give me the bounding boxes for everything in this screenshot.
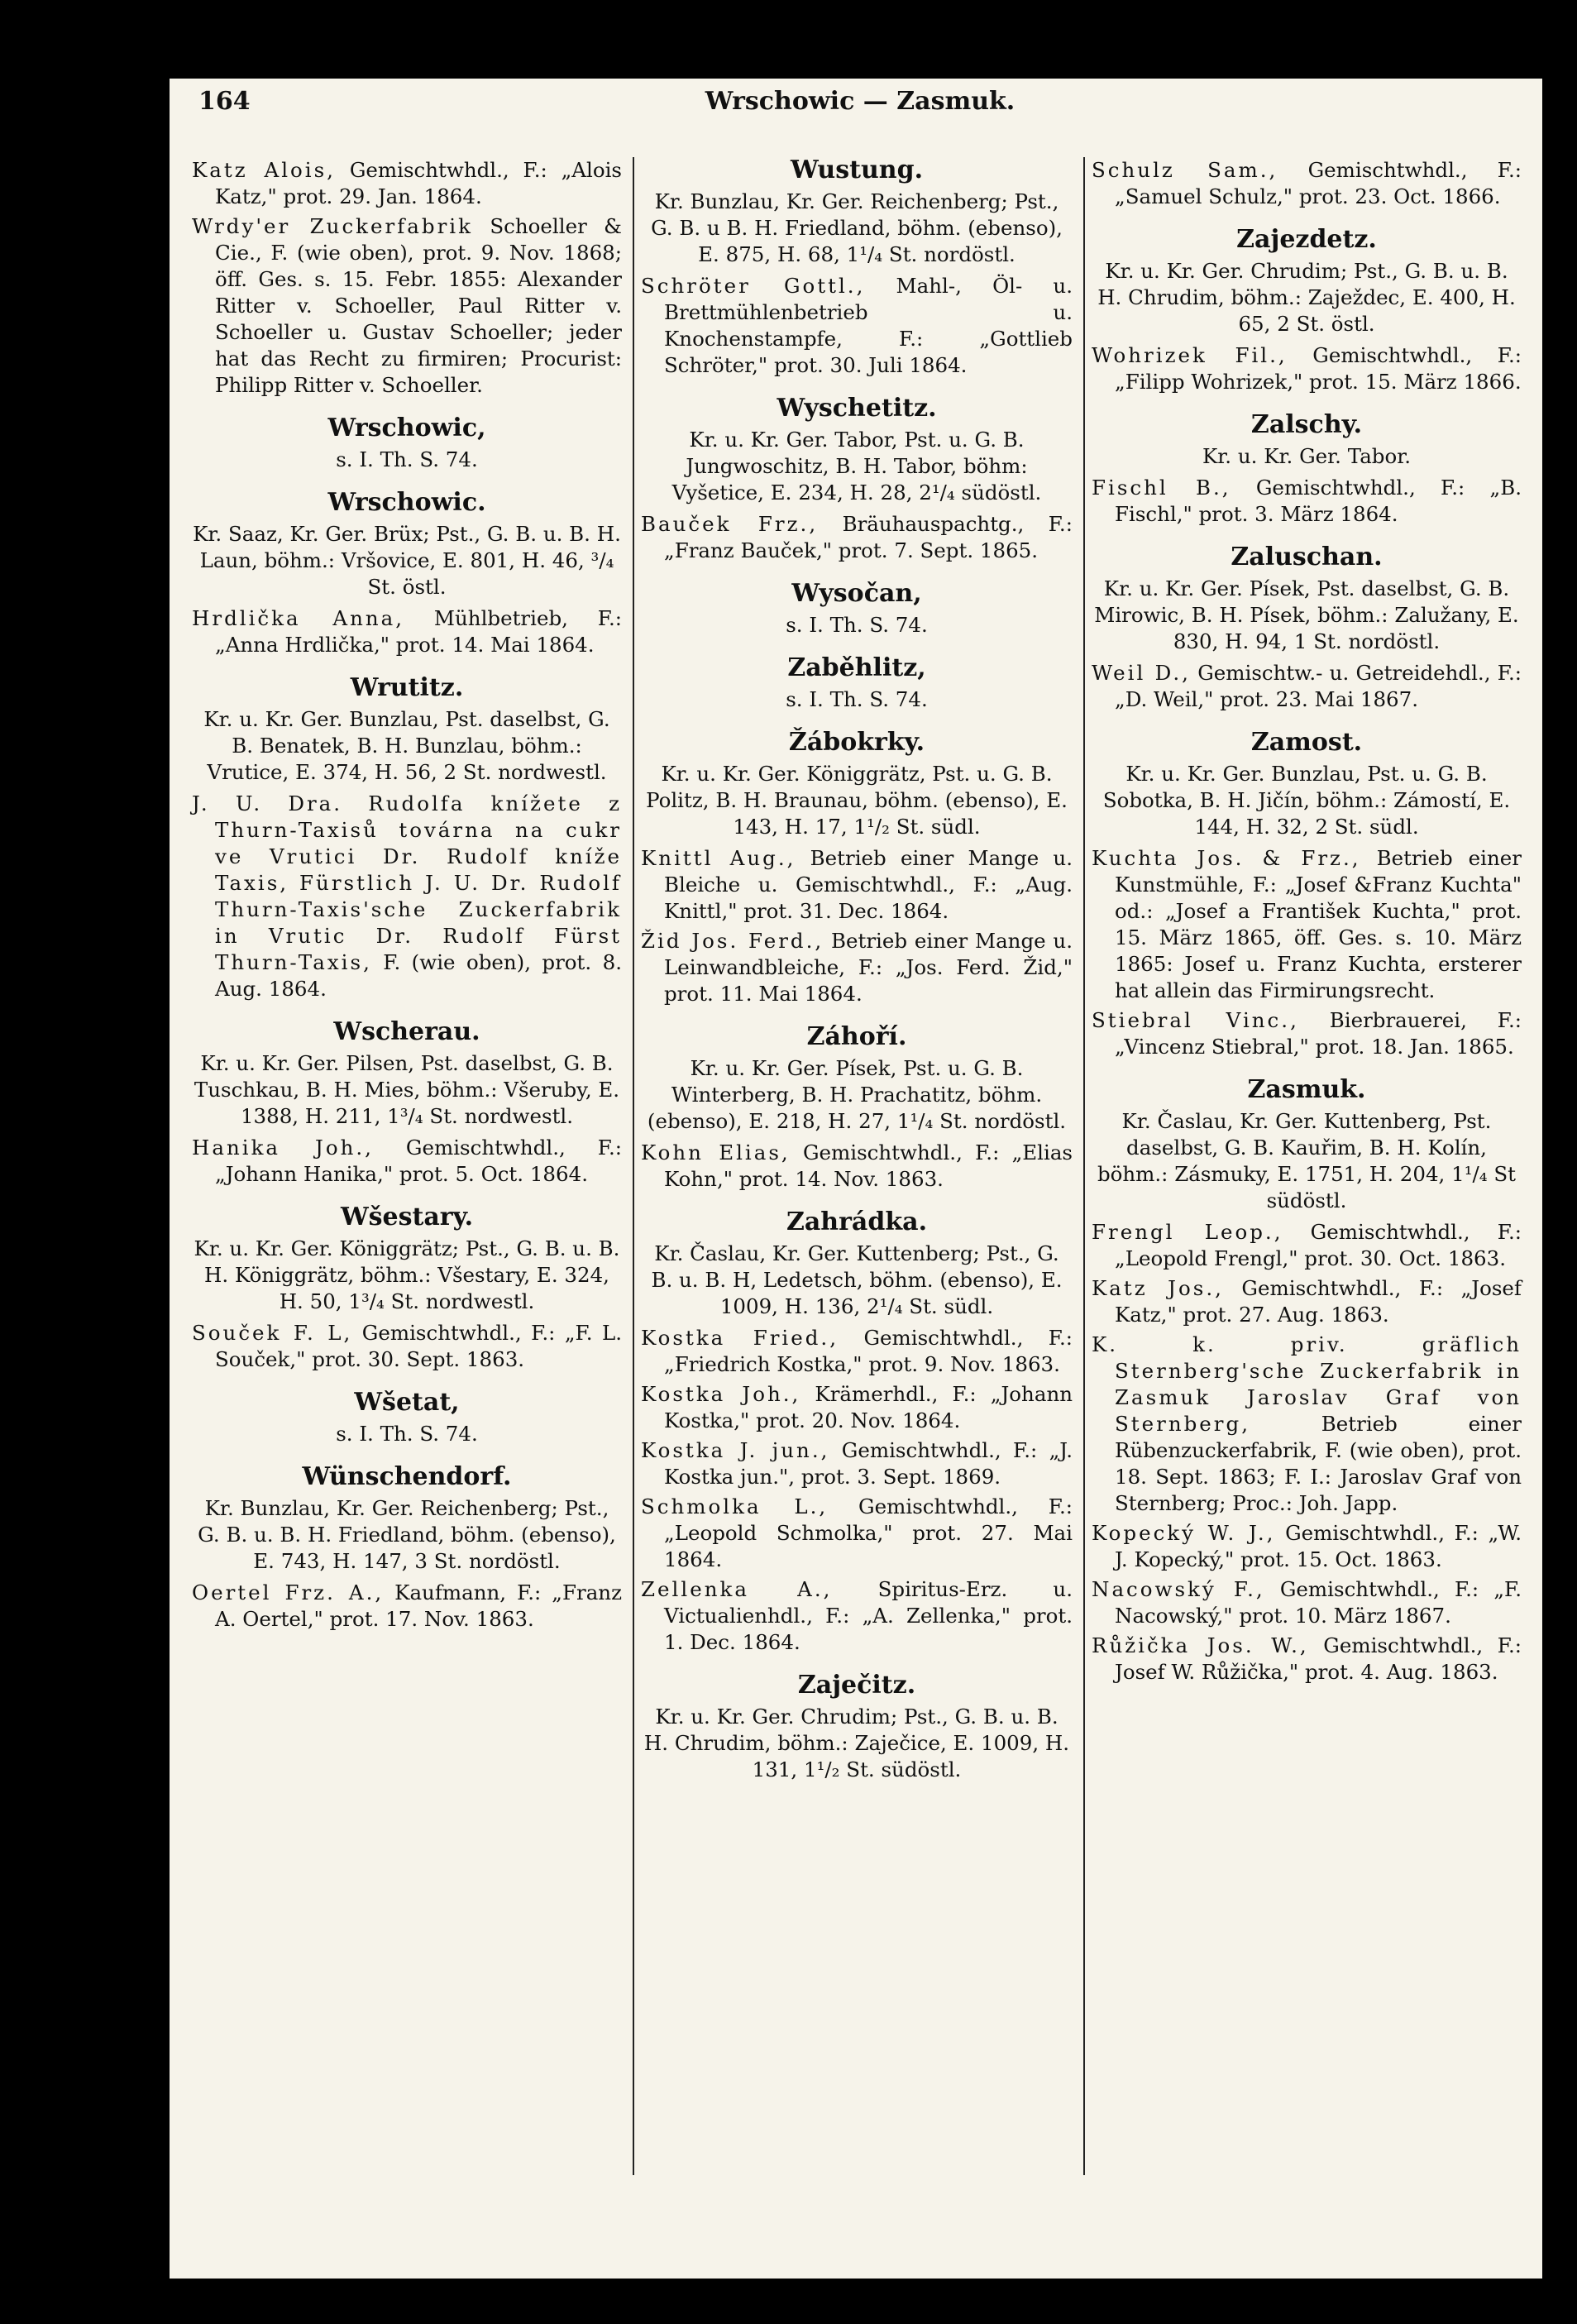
firm-entry bbox=[641, 1576, 1073, 1656]
firm-entry bbox=[192, 213, 622, 399]
firm-details: Mühlbetrieb, F.: „Anna Hrdlička," prot. 14. Mai 1864. bbox=[215, 606, 623, 657]
place-description: Kr. Bunzlau, Kr. Ger. Reichenberg; Pst., G. B. u B. H. Friedland, böhm. (ebenso), E. 875, H. 68, 1¹/₄ St. nordöstl. bbox=[651, 189, 1063, 266]
place-description: Kr. u. Kr. Ger. Tabor, Pst. u. G. B. Jungwoschitz, B. H. Tabor, böhm: Vyšetice, E. 234, H. 28, 2¹/₄ südöstl. bbox=[671, 428, 1042, 504]
firm-details: Gemischtwhdl., F.: „F. Nacowský," prot. 10. März 1867. bbox=[1115, 1577, 1522, 1628]
place-description: s. I. Th. S. 74. bbox=[336, 1422, 478, 1446]
firm-name: Fischl B., bbox=[1092, 476, 1231, 500]
firm-details: Gemischtwhdl., F.: „Samuel Schulz," prot. 23. Oct. 1866. bbox=[1115, 158, 1522, 208]
firm-details: Gemischtwhdl., F.: „F. L. Souček," prot. 30. Sept. 1863. bbox=[215, 1321, 623, 1371]
firm-details: Mahl-, Öl- u. Brettmühlenbetrieb u. Knochenstampfe, F.: „Gottlieb Schröter," prot. 30. Juli 1864. bbox=[664, 274, 1073, 377]
firm-details: Betrieb einer Mange u. Leinwandbleiche, F.: „Jos. Ferd. Žid," prot. 11. Mai 1864. bbox=[664, 929, 1073, 1006]
place-description: Kr. u. Kr. Ger. Písek, Pst. u. G. B. Winterberg, B. H. Prachatitz, böhm. (ebenso), E. 218, H. 27, 1¹/₄ St. nordöstl. bbox=[647, 1056, 1067, 1133]
place-heading: Wšestary. bbox=[340, 1203, 474, 1231]
firm-name: Kostka Fried., bbox=[641, 1326, 839, 1350]
firm-entry bbox=[192, 1135, 622, 1188]
firm-details: Gemischtwhdl., F.: „B. Fischl," prot. 3. März 1864. bbox=[1115, 476, 1522, 526]
firm-entry bbox=[641, 1494, 1073, 1573]
firm-details: Betrieb einer Rübenzuckerfabrik, F. (wie oben), prot. 18. Sept. 1863; F. I.: Jaroslav Graf von Sternberg; Proc.: Joh. Japp. bbox=[1115, 1412, 1522, 1515]
firm-details: Gemischtwhdl., F.: „Friedrich Kostka," prot. 9. Nov. 1863. bbox=[664, 1326, 1073, 1376]
place-description: Kr. u. Kr. Ger. Königgrätz, Pst. u. G. B. Politz, B. H. Braunau, böhm. (ebenso), E. 143, H. 17, 1¹/₂ St. südl. bbox=[646, 762, 1068, 839]
firm-name: Schmolka L., bbox=[641, 1494, 829, 1518]
place-heading: Zalschy. bbox=[1250, 410, 1363, 439]
place-heading: Záhoří. bbox=[806, 1022, 907, 1051]
place-description: Kr. u. Kr. Ger. Písek, Pst. daselbst, G. B. Mirowic, B. H. Písek, böhm.: Zalužany, E. 830, H. 94, 1 St. nordöstl. bbox=[1094, 576, 1519, 653]
firm-details: Betrieb einer Mange u. Bleiche u. Gemischtwhdl., F.: „Aug. Knittl," prot. 31. Dec. 1864. bbox=[664, 846, 1073, 923]
firm-entry bbox=[1092, 845, 1522, 1004]
firm-name: Katz Alois, bbox=[192, 158, 336, 182]
place-description: Kr. u. Kr. Ger. Chrudim; Pst., G. B. u. B. H. Chrudim, böhm.: Zaječice, E. 1009, H. 131, 1¹/₂ St. südöstl. bbox=[643, 1705, 1070, 1781]
firm-name: K. k. priv. gräflich Sternberg'sche Zuckerfabrik in Zasmuk Jaroslav Graf von Sternberg, bbox=[1092, 1332, 1522, 1436]
firm-entry bbox=[192, 1320, 622, 1373]
place-heading: Wrutitz. bbox=[350, 673, 464, 702]
firm-name: Stiebral Vinc., bbox=[1092, 1008, 1299, 1032]
place-description: Kr. Saaz, Kr. Ger. Brüx; Pst., G. B. u. B. H. Laun, böhm.: Vršovice, E. 801, H. 46, ³/₄ St. östl. bbox=[193, 522, 621, 599]
firm-name: Hrdlička Anna, bbox=[192, 606, 405, 630]
place-heading: Zaječitz. bbox=[797, 1671, 916, 1700]
page-number: 164 bbox=[198, 87, 251, 116]
place-heading: Wrschowic, bbox=[327, 414, 486, 442]
place-heading: Wünschendorf. bbox=[302, 1462, 512, 1491]
firm-entry bbox=[1092, 1332, 1522, 1517]
firm-entry bbox=[641, 1325, 1073, 1378]
firm-details: Schoeller & Cie., F. (wie oben), prot. 9. Nov. 1868; öff. Ges. s. 15. Febr. 1855: Alexander Ritter v. Schoeller, Paul Ritter v. Schoeller u. Gustav Schoeller; jeder hat das Recht zu firmiren; Procurist: Philipp Ritter v. Schoeller. bbox=[215, 214, 622, 397]
firm-name: Zellenka A., bbox=[641, 1577, 833, 1601]
firm-entry bbox=[192, 605, 622, 658]
firm-details: F. (wie oben), prot. 8. Aug. 1864. bbox=[215, 950, 622, 1001]
place-heading: Wšetat, bbox=[354, 1388, 460, 1417]
running-title: Wrschowic — Zasmuk. bbox=[705, 87, 1015, 116]
firm-details: Bräuhauspachtg., F.: „Franz Bauček," prot. 7. Sept. 1865. bbox=[664, 512, 1073, 562]
place-description: Kr. u. Kr. Ger. Bunzlau, Pst. daselbst, G. B. Benatek, B. H. Bunzlau, böhm.: Vrutice, E. 374, H. 56, 2 St. nordwestl. bbox=[203, 707, 610, 784]
firm-entry bbox=[1092, 1275, 1522, 1328]
firm-entry bbox=[192, 1580, 622, 1633]
place-heading: Žábokrky. bbox=[788, 728, 925, 757]
place-heading: Wustung. bbox=[790, 155, 924, 184]
firm-name: Kopecký W. J., bbox=[1092, 1521, 1276, 1545]
place-description: Kr. Časlau, Kr. Ger. Kuttenberg, Pst. daselbst, G. B. Kauřim, B. H. Kolín, böhm.: Zásmuky, E. 1751, H. 204, 1¹/₄ St südöstl. bbox=[1097, 1109, 1517, 1212]
firm-name: Hanika Joh., bbox=[192, 1136, 374, 1160]
place-description: s. I. Th. S. 74. bbox=[336, 447, 478, 471]
firm-name: Frengl Leop., bbox=[1092, 1220, 1283, 1244]
firm-entry bbox=[1092, 1520, 1522, 1573]
firm-name: Bauček Frz., bbox=[641, 512, 819, 536]
firm-name: Kostka J. jun., bbox=[641, 1438, 830, 1462]
firm-name: Kuchta Jos. & Frz., bbox=[1092, 846, 1361, 870]
place-description: Kr. u. Kr. Ger. Tabor. bbox=[1202, 444, 1412, 468]
place-heading: Zahrádka. bbox=[786, 1207, 928, 1236]
firm-details: Gemischtwhdl., F.: „Johann Hanika," prot. 5. Oct. 1864. bbox=[215, 1136, 622, 1186]
firm-entry bbox=[641, 511, 1073, 564]
page-header bbox=[190, 87, 1530, 128]
firm-details: Gemischtwhdl., F.: „Josef Katz," prot. 27. Aug. 1863. bbox=[1115, 1276, 1522, 1327]
firm-entry bbox=[1092, 475, 1522, 528]
firm-details: Spiritus-Erz. u. Victualienhdl., F.: „A. Zellenka," prot. 1. Dec. 1864. bbox=[664, 1577, 1073, 1654]
firm-details: Gemischtwhdl., F.: „Leopold Frengl," prot. 30. Oct. 1863. bbox=[1115, 1220, 1522, 1270]
firm-name: Schulz Sam., bbox=[1092, 158, 1278, 182]
place-heading: Zaluschan. bbox=[1231, 543, 1383, 571]
firm-entry bbox=[641, 273, 1073, 379]
firm-name: Kostka Joh., bbox=[641, 1382, 801, 1406]
firm-entry bbox=[192, 157, 622, 210]
firm-entry bbox=[1092, 157, 1522, 210]
column-right bbox=[1092, 155, 1522, 1689]
column-left bbox=[192, 155, 622, 1636]
firm-entry bbox=[1092, 660, 1522, 713]
firm-entry bbox=[1092, 1633, 1522, 1686]
firm-details: Gemischtw.- u. Getreidehdl., F.: „D. Weil," prot. 23. Mai 1867. bbox=[1115, 661, 1522, 711]
firm-details: Gemischtwhdl., F.: „Elias Kohn," prot. 14. Nov. 1863. bbox=[664, 1140, 1073, 1191]
firm-name: Oertel Frz. A., bbox=[192, 1580, 385, 1604]
firm-details: Gemischtwhdl., F.: „Filipp Wohrizek," prot. 15. März 1866. bbox=[1115, 343, 1522, 394]
firm-details: Gemischtwhdl., F.: „Alois Katz," prot. 29. Jan. 1864. bbox=[215, 158, 622, 208]
place-description: Kr. Časlau, Kr. Ger. Kuttenberg; Pst., G. B. u. B. H, Ledetsch, böhm. (ebenso), E. 1009, H. 136, 2¹/₄ St. südl. bbox=[651, 1241, 1063, 1318]
place-description: Kr. Bunzlau, Kr. Ger. Reichenberg; Pst., G. B. u. B. H. Friedland, böhm. (ebenso), E. 743, H. 147, 3 St. nordöstl. bbox=[198, 1496, 616, 1573]
firm-entry bbox=[1092, 1007, 1522, 1060]
place-heading: Zajezdetz. bbox=[1236, 225, 1377, 254]
firm-entry bbox=[641, 845, 1073, 925]
firm-entry bbox=[1092, 342, 1522, 395]
place-heading: Wyschetitz. bbox=[777, 394, 937, 423]
firm-name: Wohrizek Fil., bbox=[1092, 343, 1288, 367]
firm-entry bbox=[641, 928, 1073, 1007]
firm-name: Katz Jos., bbox=[1092, 1276, 1224, 1300]
firm-entry bbox=[641, 1437, 1073, 1490]
place-description: Kr. u. Kr. Ger. Pilsen, Pst. daselbst, G. B. Tuschkau, B. H. Mies, böhm.: Všeruby, E. 1388, H. 211, 1³/₄ St. nordwestl. bbox=[194, 1051, 620, 1128]
firm-name: Wrdy'er Zuckerfabrik bbox=[192, 214, 473, 238]
column-divider bbox=[1083, 157, 1085, 2175]
firm-entry bbox=[1092, 1576, 1522, 1629]
firm-details: Krämerhdl., F.: „Johann Kostka," prot. 20. Nov. 1864. bbox=[664, 1382, 1073, 1432]
firm-details: Gemischtwhdl., F.: „W. J. Kopecký," prot. 15. Oct. 1863. bbox=[1115, 1521, 1522, 1571]
firm-name: Weil D., bbox=[1092, 661, 1191, 685]
place-heading: Wscherau. bbox=[333, 1017, 480, 1046]
place-description: Kr. u. Kr. Ger. Chrudim; Pst., G. B. u. B. H. Chrudim, böhm.: Zaježdec, E. 400, H. 65, 2 St. östl. bbox=[1097, 259, 1516, 336]
place-heading: Wysočan, bbox=[791, 579, 922, 608]
firm-name: Souček F. L, bbox=[192, 1321, 353, 1345]
column-divider bbox=[633, 157, 634, 2175]
place-heading: Zaběhlitz, bbox=[787, 653, 926, 682]
firm-name: Knittl Aug., bbox=[641, 846, 796, 870]
firm-entry bbox=[192, 791, 622, 1002]
firm-name: J. U. Dra. Rudolfa knížete z Thurn-Taxisů továrna na cukr ve Vrutici Dr. Rudolf kníže Taxis, Fürstlich J. U. Dr. Rudolf Thurn-Taxis'sche Zuckerfabrik in Vrutic Dr. Rudolf Fürst Thurn-Taxis, bbox=[192, 791, 622, 974]
place-description: Kr. u. Kr. Ger. Bunzlau, Pst. u. G. B. Sobotka, B. H. Jičín, böhm.: Zámostí, E. 144, H. 32, 2 St. südl. bbox=[1102, 762, 1511, 839]
place-description: s. I. Th. S. 74. bbox=[786, 687, 928, 711]
firm-details: Betrieb einer Kunstmühle, F.: „Josef &Franz Kuchta" od.: „Josef a František Kuchta," prot. 15. März 1865, öff. Ges. s. 10. März 1865: Josef u. Franz Kuchta, ersterer hat allein das Firmirungsrecht. bbox=[1115, 846, 1522, 1002]
firm-name: Nacowský F., bbox=[1092, 1577, 1265, 1601]
firm-details: Gemischtwhdl., F.: „Leopold Schmolka," prot. 27. Mai 1864. bbox=[664, 1494, 1073, 1571]
place-heading: Wrschowic. bbox=[327, 488, 486, 517]
firm-details: Kaufmann, F.: „Franz A. Oertel," prot. 17. Nov. 1863. bbox=[215, 1580, 622, 1631]
firm-entry bbox=[641, 1381, 1073, 1434]
place-heading: Zamost. bbox=[1250, 728, 1363, 757]
firm-details: Gemischtwhdl., F.: „J. Kostka jun.", prot. 3. Sept. 1869. bbox=[664, 1438, 1073, 1489]
firm-name: Růžička Jos. W., bbox=[1092, 1633, 1309, 1657]
place-description: Kr. u. Kr. Ger. Königgrätz; Pst., G. B. u. B. H. Königgrätz, böhm.: Všestary, E. 324, H. 50, 1³/₄ St. nordwestl. bbox=[194, 1236, 620, 1313]
firm-entry bbox=[1092, 1219, 1522, 1272]
firm-name: Kohn Elias, bbox=[641, 1140, 791, 1164]
firm-entry bbox=[641, 1140, 1073, 1193]
firm-details: Gemischtwhdl., F.: Josef W. Růžička," prot. 4. Aug. 1863. bbox=[1115, 1633, 1522, 1684]
firm-details: Bierbrauerei, F.: „Vincenz Stiebral," prot. 18. Jan. 1865. bbox=[1115, 1008, 1522, 1059]
firm-name: Schröter Gottl., bbox=[641, 274, 866, 298]
column-middle bbox=[641, 155, 1073, 1788]
firm-name: Žid Jos. Ferd., bbox=[641, 929, 824, 953]
place-heading: Zasmuk. bbox=[1247, 1075, 1366, 1104]
place-description: s. I. Th. S. 74. bbox=[786, 613, 928, 637]
